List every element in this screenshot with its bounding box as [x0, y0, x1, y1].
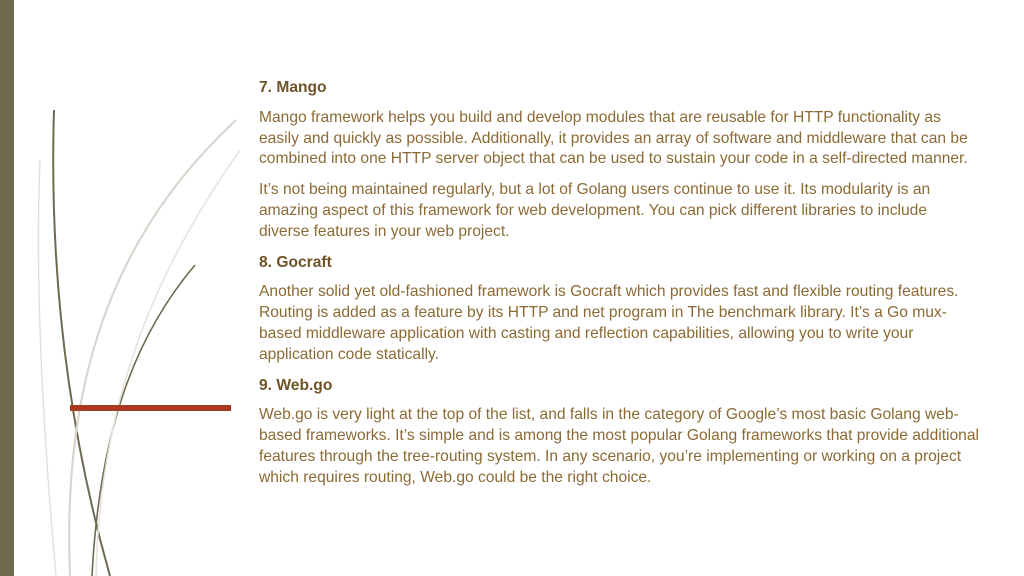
webgo-paragraph-1: Web.go is very light at the top of the list, and falls in the category of Google’s most basic Golang web-based frameworks. It’s simple and is among the most popular Golang frameworks that provide additional features through the tree-routing system. In any scenario, you’re implementing or working on a project which requires routing, Web.go could be the right choice. [259, 406, 979, 486]
decorative-curves [0, 0, 260, 576]
section-heading-webgo: 9. Web.go [259, 376, 333, 394]
gocraft-paragraph-1: Another solid yet old-fashioned framework is Gocraft which provides fast and flexible routing features. Routing is added as a feature by its HTTP and net program in The benchmark library. It’s a Go mux-based middleware application with casting and reflection capabilities, allowing you to write your application code statically. [259, 283, 959, 363]
decor-curve-light-mid [96, 150, 240, 576]
section-heading-gocraft: 8. Gocraft [259, 253, 332, 271]
decor-curve-dark-long [53, 110, 110, 576]
decor-curve-light-long [69, 120, 236, 576]
mango-paragraph-2: It’s not being maintained regularly, but a lot of Golang users continue to use it. Its modularity is an amazing aspect of this framework for web development. You can pick different libraries to include diverse features in your web project. [259, 181, 931, 240]
accent-line [70, 405, 231, 411]
decor-curve-dark-short [92, 265, 195, 576]
decor-curve-light-short [38, 160, 56, 576]
mango-paragraph-1: Mango framework helps you build and develop modules that are reusable for HTTP functionality as easily and quickly as possible. Additionally, it provides an array of software and middleware that can be combined into one HTTP server object that can be used to sustain your code in a self-directed manner. [259, 108, 968, 168]
section-heading-mango: 7. Mango [259, 79, 327, 96]
content-area [259, 78, 979, 499]
